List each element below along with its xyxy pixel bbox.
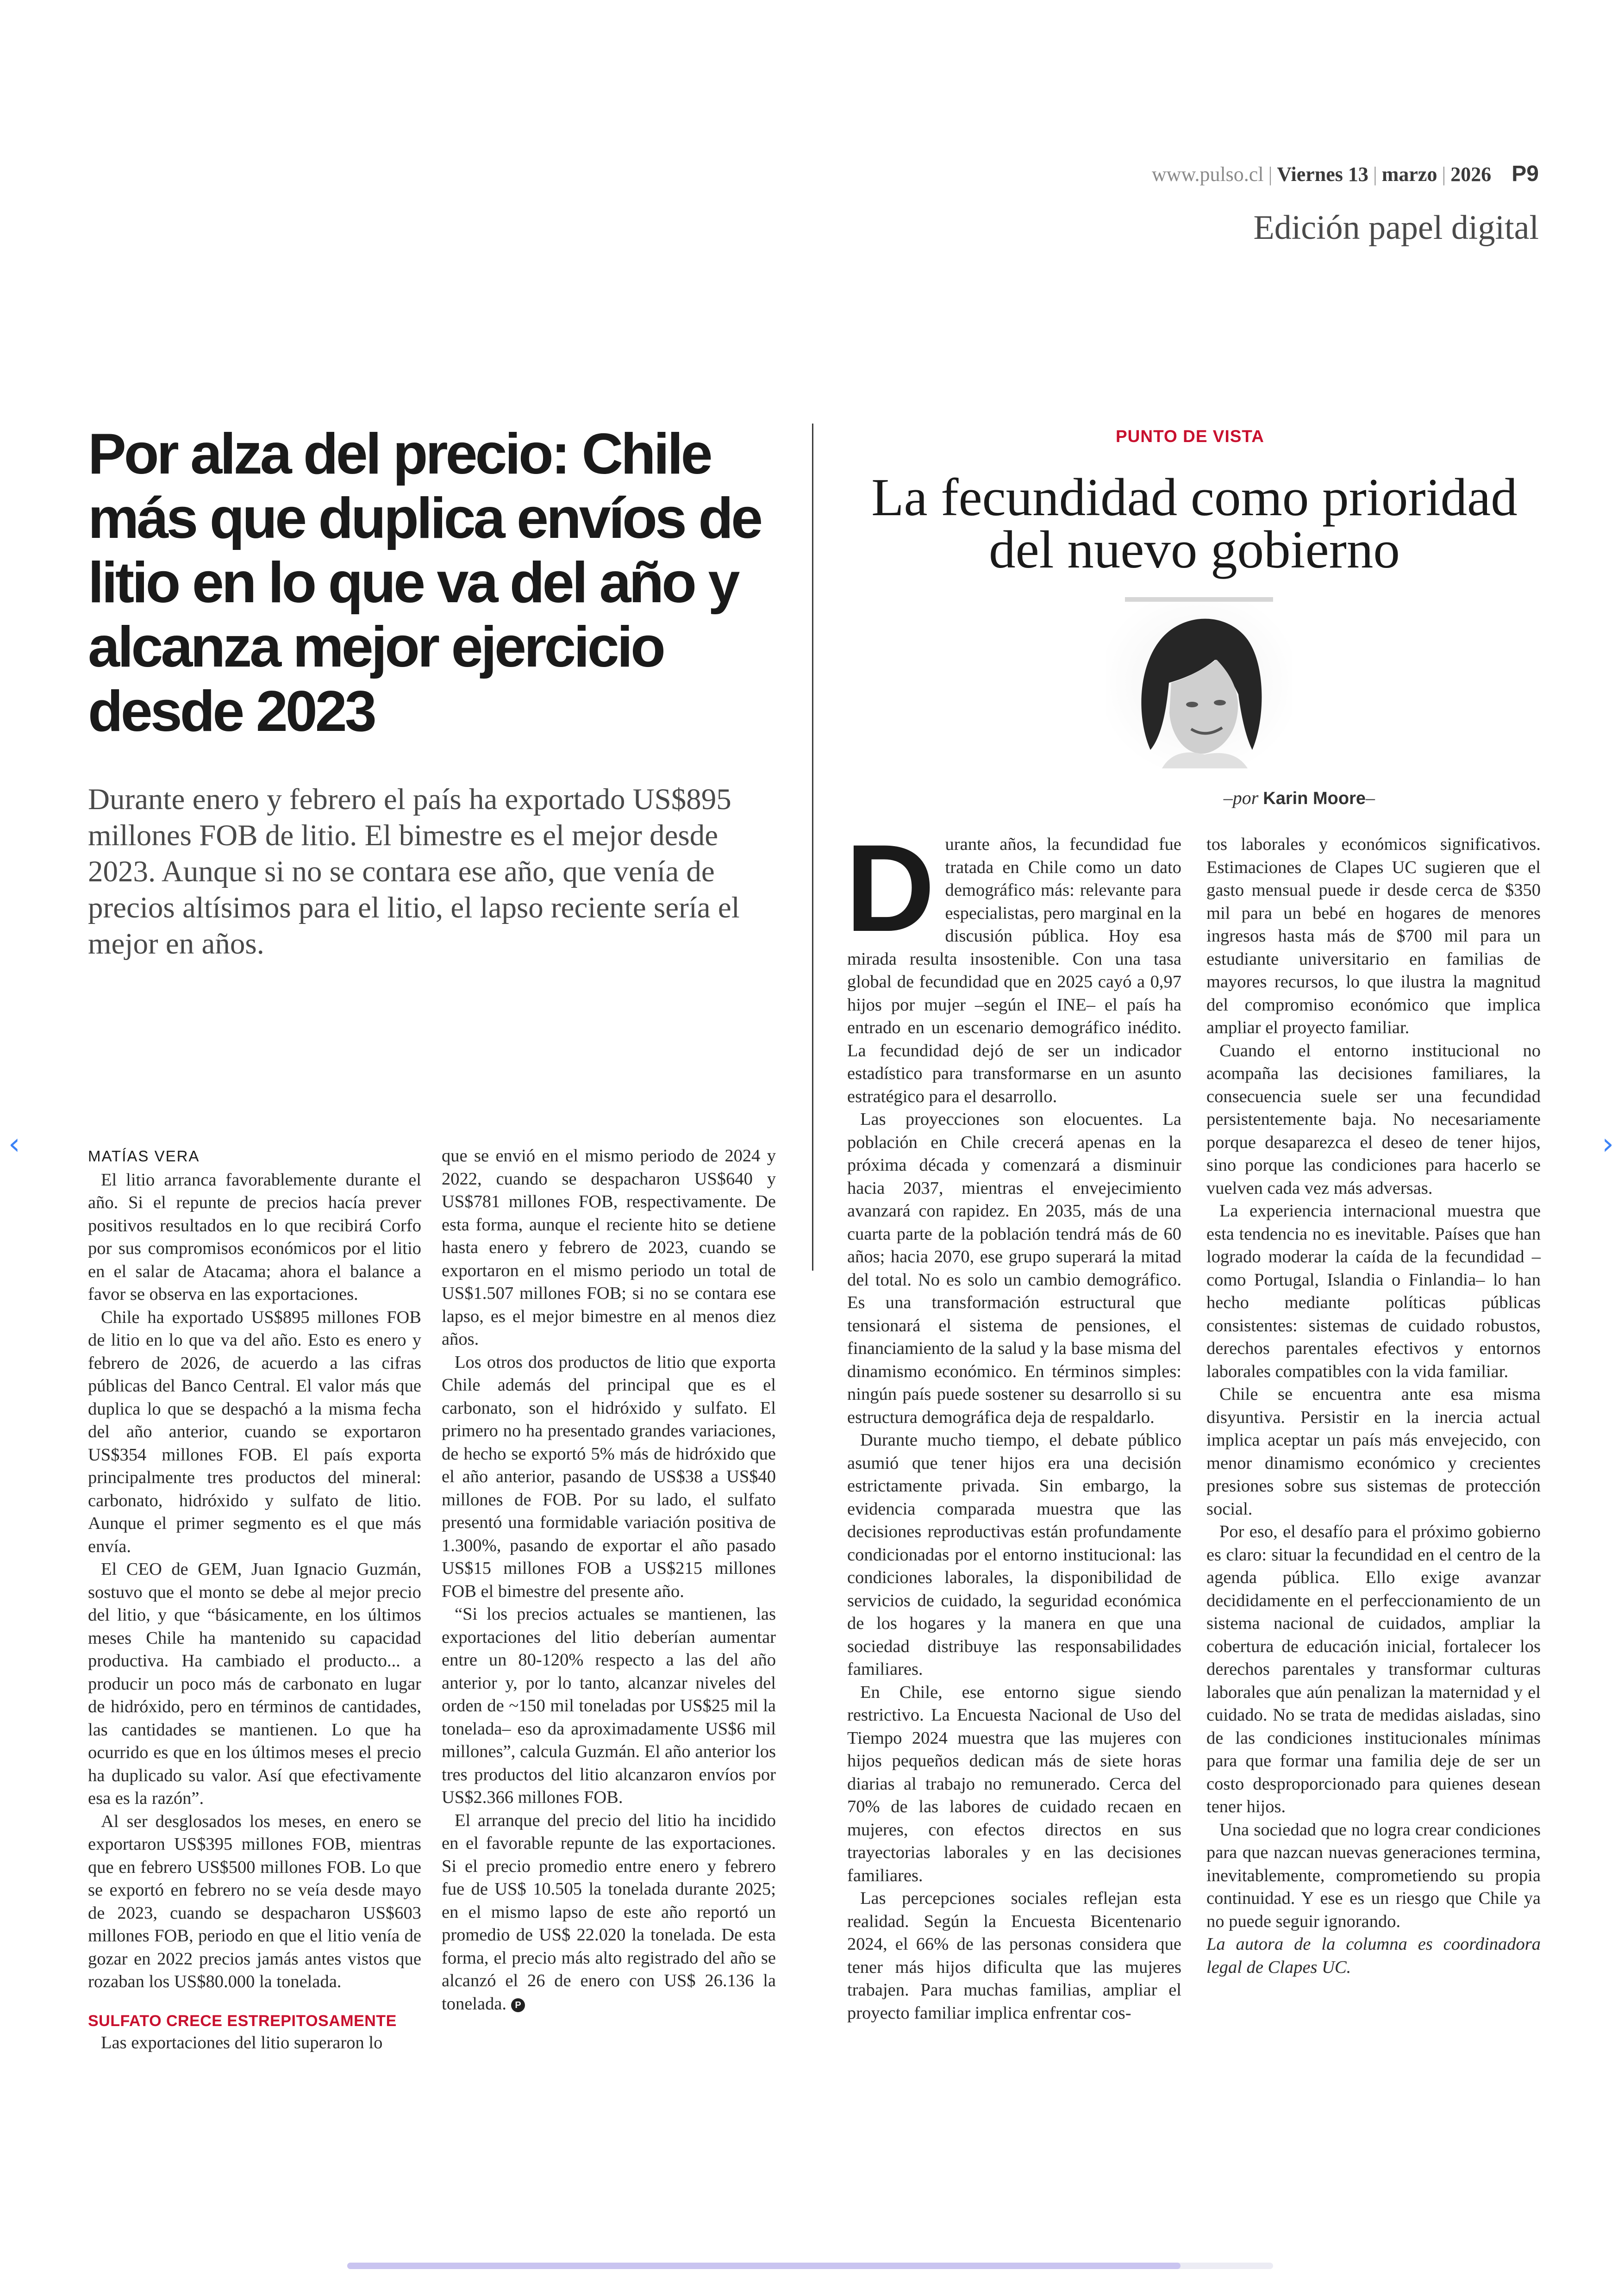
article-paragraph: El litio arranca favorablemente durante el año. Si el repunte de precios hacía prever positivos resultados en lo que recibirá Corfo por sus compromisos económicos por el litio en el salar de Atacama; ahora el balance a favor se observa en las exportaciones.: [88, 1170, 421, 1304]
article-paragraph: Las exportaciones del litio superaron lo: [101, 2033, 383, 2052]
article-subhead: SULFATO CRECE ESTREPITOSAMENTE: [88, 2012, 397, 2030]
opinion-paragraph: urante años, la fecundidad fue tratada en Chile como un dato demográfico más: relevante para especialistas, pero marginal en la discusión pública. Hoy esa mirada resulta insostenible. Con una tasa global de fecundidad que en 2025 cayó a 0,97 hijos por mujer –según el INE– el país ha entrado en un escenario demográfico inédito. La fecundidad dejó de ser un indicador estadístico para transformarse en un asunto estratégico para el desarrollo.: [847, 835, 1181, 1106]
article-paragraph: El arranque del precio del litio ha incidido en el favorable repunte de las exportaciones. Si el precio promedio entre enero y febrero fue de US$ 10.505 la tonelada durante 2025; en el mismo lapso de este año reportó un promedio de US$ 22.020 la tonelada. De esta forma, el precio más alto registrado del año se alcanzó el 26 de enero con US$ 26.136 la tonelada.: [442, 1810, 776, 2014]
column-divider: [812, 424, 813, 1271]
opinion-paragraph: Las proyecciones son elocuentes. La población en Chile crecerá apenas en la próxima década y comenzará a disminuir hacia 2037, mientras el envejecimiento avanzará con rapidez. En 2035, más de una cuarta parte de la población tendrá más de 60 años; hacia 2070, ese grupo superará la mitad del total. No es solo un cambio demográfico. Es una transformación estructural que tensionará el sistema de pensiones, el financiamiento de la salud y la base misma del dinamismo económico. En términos simples: ningún país puede sostener su desarrollo si su estructura demográfica deja de respaldarlo.: [847, 1110, 1181, 1427]
article-paragraph: que se envió en el mismo periodo de 2024 y 2022, cuando se despacharon US$640 y US$781 millones FOB, respectivamente. De esta forma, aunque el reciente hito se detiene hasta enero y febrero de 2023, cuando se exportaron en el mismo periodo un total de US$1.507 millones FOB; si no se contara ese lapso, es el mejor bimestre en al menos diez años.: [442, 1146, 776, 1349]
opinion-kicker: PUNTO DE VISTA: [1116, 427, 1265, 446]
page-number: P9: [1512, 162, 1539, 186]
issue-month: marzo: [1381, 163, 1437, 186]
article-column-2: [442, 1145, 776, 2015]
article-paragraph: Los otros dos productos de litio que exporta Chile además del principal que es el carbonato, son el hidróxido y sulfato. El primero no ha presentado grandes variaciones, de hecho se exportó 5% más de hidróxido que el año anterior, pasando de US$38 a US$40 millones de FOB. Por su lado, el sulfato presentó una formidable variación positiva de 1.300%, pasando de exportar el año pasado US$15 millones FOB a US$215 millones FOB el bimestre del presente año.: [442, 1352, 776, 1601]
site-url: www.pulso.cl: [1151, 163, 1264, 186]
chevron-right-icon[interactable]: ›: [1602, 1127, 1614, 1161]
end-mark-icon: P: [511, 1998, 525, 2012]
article-paragraph: “Si los precios actuales se mantienen, las exportaciones del litio deberían aumentar entre un 80-120% respecto a las del año anterior y, por lo tanto, alcanzar niveles del orden de ~150 mil toneladas por US$25 mil la tonelada– eso da aproximadamente US$6 mil millones”, calcula Guzmán. El año anterior los tres productos del litio alcanzaron envíos por US$2.366 millones FOB.: [442, 1604, 776, 1807]
opinion-paragraph: En Chile, ese entorno sigue siendo restrictivo. La Encuesta Nacional de Uso del Tiempo 2024 muestra que las mujeres con hijos pequeños dedican más de siete horas diarias al trabajo no remunerado. Cerca del 70% de las labores de cuidado recaen en mujeres, con efectos directos en sus trayectorias laborales y en las decisiones familiares.: [847, 1682, 1181, 1885]
opinion-byline: –por Karin Moore–: [1223, 787, 1375, 808]
opinion-column-1: [845, 818, 1181, 2025]
opinion-title: La fecundidad como prioridad del nuevo gobierno: [871, 468, 1518, 579]
edition-label: Edición papel digital: [1253, 209, 1539, 247]
opinion-paragraph: Durante mucho tiempo, el debate público asumió que tener hijos era una decisión estrictamente privada. Sin embargo, la evidencia comparada muestra que las decisiones reproductivas están profundamente condicionadas por el entorno institucional: las condiciones laborales, la disponibilidad de servicios de cuidado, la seguridad económica de los hogares y la manera en que una sociedad distribuye las responsabilidades familiares.: [847, 1430, 1181, 1679]
article-paragraph: El CEO de GEM, Juan Ignacio Guzmán, sostuvo que el monto se debe al mejor precio del litio, y que “básicamente, en los últimos meses Chile ha mantenido su capacidad productiva. Ha cambiado el producto... a producir un poco más de carbonato en lugar de hidróxido, pero en términos de cantidades, las cantidades se mantienen. Lo que ha ocurrido es que en los últimos meses el precio ha duplicado su valor. Así que efectivamente esa es la razón”.: [88, 1559, 421, 1808]
article-paragraph: Chile ha exportado US$895 millones FOB de litio en lo que va del año. Esto es enero y febrero de 2026, de acuerdo a las cifras públicas del Banco Central. El valor más que duplica lo que se despachó a la misma fecha del año anterior, cuando se exportaron US$354 millones FOB. El país exporta principalmente tres productos del mineral: carbonato, hidróxido y sulfato de litio. Aunque el primer segmento es el que más envía.: [88, 1307, 421, 1556]
article-paragraph: Al ser desglosados los meses, en enero se exportaron US$395 millones FOB, mientras que en febrero US$500 millones FOB. Lo que se exportó en febrero no se veía desde mayo de 2023, cuando se despacharon US$603 millones FOB, periodo en que el litio venía de gozar en 2022 precios jamás antes vistos que rozaban los US$80.000 la tonelada.: [88, 1811, 421, 1991]
scrollbar-thumb[interactable]: [347, 2263, 1181, 2269]
article-byline: MATÍAS VERA: [88, 1148, 200, 1165]
author-note: La autora de la columna es coordinadora legal de Clapes UC.: [1206, 1934, 1541, 1977]
opinion-paragraph: Las percepciones sociales reflejan esta realidad. Según la Encuesta Bicentenario 2024, el 66% de las personas considera que tener más hijos dificulta que las mujeres trabajen. Para muchas familias, ampliar el proyecto familiar implica enfrentar cos-: [847, 1889, 1181, 2023]
drop-cap: D: [845, 818, 935, 957]
author-portrait: [1106, 597, 1292, 768]
opinion-paragraph: La experiencia internacional muestra que esta tendencia no es inevitable. Países que han logrado moderar la caída de la fecundidad –como Portugal, Islandia o Finlandia– lo han hecho mediante políticas públicas consistentes: sistemas de cuidado robustos, derechos parentales efectivos y entornos laborales compatibles con la vida familiar.: [1206, 1201, 1541, 1381]
article-headline: Por alza del precio: Chile más que duplica envíos de litio en lo que va del año y alcanza mejor ejercicio desde 2023: [88, 422, 761, 743]
issue-day: Viernes 13: [1277, 163, 1368, 186]
opinion-paragraph: tos laborales y económicos significativos. Estimaciones de Clapes UC sugieren que el gasto mensual puede ir desde cerca de $350 mil para un bebé en hogares de menores ingresos hasta más de $700 mil para un estudiante universitario en familias de mayores recursos, lo que ilustra la magnitud del compromiso económico que implica ampliar el proyecto familiar.: [1206, 835, 1541, 1037]
opinion-paragraph: Cuando el entorno institucional no acompaña las decisiones familiares, la consecuencia suele ser una fecundidad persistentemente baja. No necesariamente porque desaparezca el deseo de tener hijos, sino porque las condiciones para hacerlo se vuelven cada vez más adversas.: [1206, 1041, 1541, 1198]
page-header-line: www.pulso.cl | Viernes 13 | marzo | 2026 P9: [1151, 162, 1539, 186]
opinion-paragraph: Chile se encuentra ante esa misma disyuntiva. Persistir en la inercia actual implica aceptar un país más envejecido, con menor dinamismo económico y crecientes presiones sobre sus sistemas de protección social.: [1206, 1384, 1541, 1519]
article-column-1: [88, 1145, 421, 2054]
article-lede: Durante enero y febrero el país ha exportado US$895 millones FOB de litio. El bimestre es el mejor desde 2023. Aunque si no se contara ese año, que venía de precios altísimos para el litio, el lapso reciente sería el mejor en años.: [88, 783, 740, 960]
issue-year: 2026: [1450, 163, 1492, 186]
chevron-left-icon[interactable]: ‹: [8, 1127, 20, 1161]
author-name: Karin Moore: [1263, 789, 1366, 808]
opinion-paragraph: Por eso, el desafío para el próximo gobierno es claro: situar la fecundidad en el centro de la agenda pública. Ello exige avanzar decididamente en el perfeccionamiento de un sistema nacional de cuidados, ampliar la cobertura de educación inicial, fortalecer los derechos parentales y transformar culturas laborales que aún penalizan la maternidad y el cuidado. No se trata de medidas aisladas, sino de las condiciones institucionales mínimas para que formar una familia deje de ser un costo desproporcionado para quienes desean tener hijos.: [1206, 1522, 1541, 1816]
opinion-paragraph: Una sociedad que no logra crear condiciones para que nazcan nuevas generaciones termina, inevitablemente, comprometiendo su propia continuidad. Y ese es un riesgo que Chile ya no puede seguir ignorando.: [1206, 1820, 1541, 1931]
opinion-column-2: [1206, 833, 1541, 1979]
